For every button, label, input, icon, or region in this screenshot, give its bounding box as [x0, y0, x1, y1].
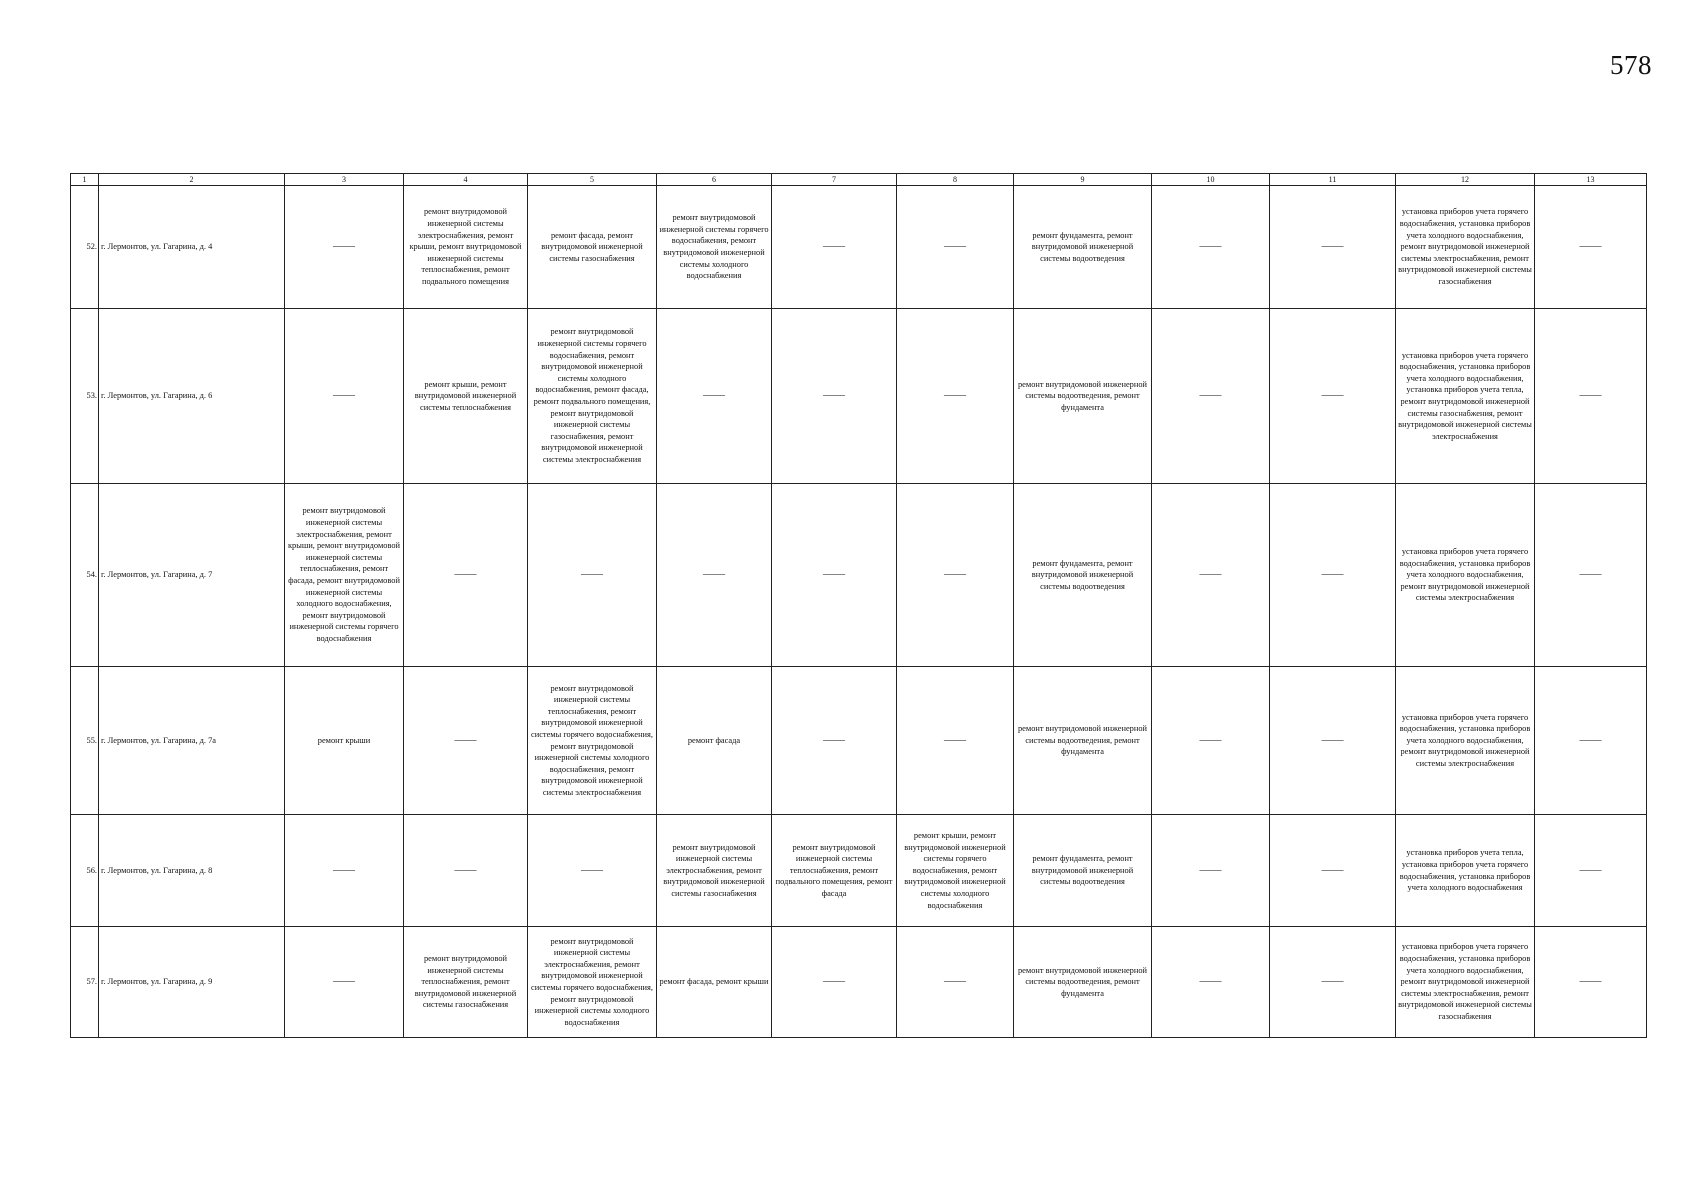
work-cell: ремонт внутридомовой инженерной системы теплоснабжения, ремонт подвального помещения, ремонт фасада	[772, 815, 897, 927]
column-header: 12	[1396, 174, 1535, 186]
work-cell: ремонт внутридомовой инженерной системы электроснабжения, ремонт крыши, ремонт внутридомовой инженерной системы теплоснабжения, ремонт подвального помещения	[404, 186, 528, 309]
work-cell: ——	[1535, 927, 1647, 1038]
work-cell: ——	[772, 484, 897, 667]
work-cell: установка приборов учета горячего водоснабжения, установка приборов учета холодного водоснабжения, ремонт внутридомовой инженерной системы электроснабжения	[1396, 667, 1535, 815]
work-cell: ——	[285, 309, 404, 484]
work-cell: ремонт фундамента, ремонт внутридомовой инженерной системы водоотведения	[1014, 815, 1152, 927]
work-cell: ремонт крыши	[285, 667, 404, 815]
page-number: 578	[1610, 50, 1652, 80]
column-number-row	[71, 174, 1647, 186]
work-cell: ——	[1152, 309, 1270, 484]
table-row	[71, 927, 1647, 1038]
work-cell: ремонт крыши, ремонт внутридомовой инженерной системы теплоснабжения	[404, 309, 528, 484]
work-cell: ——	[1152, 186, 1270, 309]
work-cell: ——	[897, 484, 1014, 667]
work-cell: установка приборов учета горячего водоснабжения, установка приборов учета холодного водоснабжения, ремонт внутридомовой инженерной системы электроснабжения	[1396, 484, 1535, 667]
work-cell: ——	[1535, 309, 1647, 484]
work-cell: ремонт фундамента, ремонт внутридомовой инженерной системы водоотведения	[1014, 186, 1152, 309]
column-header: 9	[1014, 174, 1152, 186]
column-header: 3	[285, 174, 404, 186]
address-cell: г. Лермонтов, ул. Гагарина, д. 9	[99, 927, 285, 1038]
work-cell: установка приборов учета горячего водоснабжения, установка приборов учета холодного водоснабжения, установка приборов учета тепла, ремонт внутридомовой инженерной системы газоснабжения, ремонт внутридомовой инженерной системы электроснабжения	[1396, 309, 1535, 484]
repair-schedule-table	[70, 173, 1647, 1038]
work-cell: установка приборов учета тепла, установка приборов учета горячего водоснабжения, установка приборов учета холодного водоснабжения	[1396, 815, 1535, 927]
table-row	[71, 815, 1647, 927]
work-cell: ——	[285, 186, 404, 309]
column-header: 2	[99, 174, 285, 186]
work-cell: ——	[897, 309, 1014, 484]
work-cell: ремонт внутридомовой инженерной системы электроснабжения, ремонт крыши, ремонт внутридомовой инженерной системы теплоснабжения, ремонт фасада, ремонт внутридомовой инженерной системы холодного водоснабжения, ремонт внутридомовой инженерной системы горячего водоснабжения	[285, 484, 404, 667]
work-cell: ремонт фасада, ремонт внутридомовой инженерной системы газоснабжения	[528, 186, 657, 309]
work-cell: ——	[404, 667, 528, 815]
work-cell: ——	[1270, 815, 1396, 927]
column-header: 5	[528, 174, 657, 186]
work-cell: ремонт внутридомовой инженерной системы водоотведения, ремонт фундамента	[1014, 927, 1152, 1038]
table-row	[71, 186, 1647, 309]
work-cell: ——	[285, 815, 404, 927]
table-row	[71, 667, 1647, 815]
work-cell: ——	[1270, 186, 1396, 309]
row-number: 54.	[71, 484, 99, 667]
work-cell: ——	[1270, 484, 1396, 667]
work-cell: ——	[772, 667, 897, 815]
work-cell: ——	[1152, 815, 1270, 927]
work-cell: ремонт внутридомовой инженерной системы теплоснабжения, ремонт внутридомовой инженерной системы горячего водоснабжения, ремонт внутридомовой инженерной системы холодного водоснабжения, ремонт внутридомовой инженерной системы электроснабжения	[528, 667, 657, 815]
column-header: 1	[71, 174, 99, 186]
row-number: 56.	[71, 815, 99, 927]
work-cell: ——	[285, 927, 404, 1038]
column-header: 4	[404, 174, 528, 186]
address-cell: г. Лермонтов, ул. Гагарина, д. 4	[99, 186, 285, 309]
work-cell: ——	[1270, 309, 1396, 484]
row-number: 55.	[71, 667, 99, 815]
work-cell: ремонт внутридомовой инженерной системы горячего водоснабжения, ремонт внутридомовой инженерной системы холодного водоснабжения, ремонт фасада, ремонт подвального помещения, ремонт внутридомовой инженерной системы газоснабжения, ремонт внутридомовой инженерной системы электроснабжения	[528, 309, 657, 484]
row-number: 52.	[71, 186, 99, 309]
work-cell: ——	[1270, 927, 1396, 1038]
work-cell: ——	[897, 667, 1014, 815]
work-cell: ремонт крыши, ремонт внутридомовой инженерной системы горячего водоснабжения, ремонт внутридомовой инженерной системы холодного водоснабжения	[897, 815, 1014, 927]
work-cell: ——	[1270, 667, 1396, 815]
column-header: 10	[1152, 174, 1270, 186]
column-header: 6	[657, 174, 772, 186]
work-cell: ремонт внутридомовой инженерной системы водоотведения, ремонт фундамента	[1014, 667, 1152, 815]
work-cell: ——	[657, 309, 772, 484]
column-header: 11	[1270, 174, 1396, 186]
work-cell: ——	[1535, 815, 1647, 927]
work-cell: ——	[528, 815, 657, 927]
work-cell: ——	[657, 484, 772, 667]
work-cell: ремонт внутридомовой инженерной системы электроснабжения, ремонт внутридомовой инженерной системы газоснабжения	[657, 815, 772, 927]
work-cell: ——	[772, 309, 897, 484]
work-cell: ремонт фасада, ремонт крыши	[657, 927, 772, 1038]
address-cell: г. Лермонтов, ул. Гагарина, д. 6	[99, 309, 285, 484]
work-cell: ремонт внутридомовой инженерной системы горячего водоснабжения, ремонт внутридомовой инженерной системы холодного водоснабжения	[657, 186, 772, 309]
address-cell: г. Лермонтов, ул. Гагарина, д. 8	[99, 815, 285, 927]
work-cell: ——	[1535, 484, 1647, 667]
work-cell: ——	[897, 927, 1014, 1038]
work-cell: установка приборов учета горячего водоснабжения, установка приборов учета холодного водоснабжения, ремонт внутридомовой инженерной системы электроснабжения, ремонт внутридомовой инженерной системы газоснабжения	[1396, 186, 1535, 309]
work-cell: ——	[772, 927, 897, 1038]
row-number: 57.	[71, 927, 99, 1038]
table-row	[71, 484, 1647, 667]
address-cell: г. Лермонтов, ул. Гагарина, д. 7	[99, 484, 285, 667]
work-cell: ——	[1152, 484, 1270, 667]
work-cell: ——	[1152, 927, 1270, 1038]
column-header: 13	[1535, 174, 1647, 186]
work-cell: ——	[1535, 667, 1647, 815]
column-header: 7	[772, 174, 897, 186]
work-cell: ——	[404, 484, 528, 667]
table-row	[71, 309, 1647, 484]
work-cell: установка приборов учета горячего водоснабжения, установка приборов учета холодного водоснабжения, ремонт внутридомовой инженерной системы электроснабжения, ремонт внутридомовой инженерной системы газоснабжения	[1396, 927, 1535, 1038]
row-number: 53.	[71, 309, 99, 484]
work-cell: ремонт внутридомовой инженерной системы водоотведения, ремонт фундамента	[1014, 309, 1152, 484]
work-cell: ремонт внутридомовой инженерной системы электроснабжения, ремонт внутридомовой инженерной системы горячего водоснабжения, ремонт внутридомовой инженерной системы холодного водоснабжения	[528, 927, 657, 1038]
work-cell: ——	[772, 186, 897, 309]
work-cell: ——	[528, 484, 657, 667]
address-cell: г. Лермонтов, ул. Гагарина, д. 7а	[99, 667, 285, 815]
work-cell: ——	[1152, 667, 1270, 815]
column-header: 8	[897, 174, 1014, 186]
work-cell: ——	[404, 815, 528, 927]
work-cell: ремонт фундамента, ремонт внутридомовой инженерной системы водоотведения	[1014, 484, 1152, 667]
work-cell: ремонт фасада	[657, 667, 772, 815]
work-cell: ——	[1535, 186, 1647, 309]
work-cell: ремонт внутридомовой инженерной системы теплоснабжения, ремонт внутридомовой инженерной системы газоснабжения	[404, 927, 528, 1038]
work-cell: ——	[897, 186, 1014, 309]
